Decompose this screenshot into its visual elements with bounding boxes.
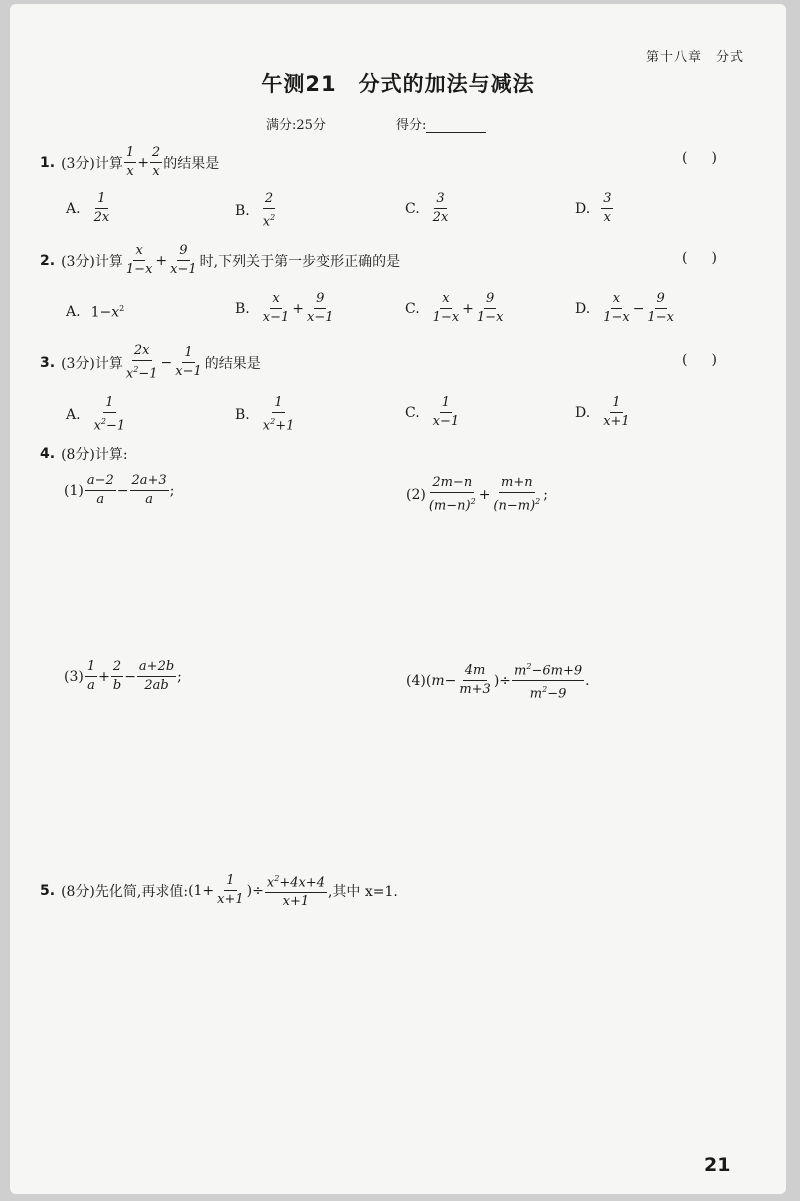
option-c[interactable]: C. $\frac{1}{x-1}$ (405, 395, 460, 429)
score-line (266, 114, 486, 133)
option-b[interactable]: B. $\frac{1}{x^2+1}$ (235, 395, 295, 434)
option-c[interactable]: C. $\frac{3}{2x}$ (405, 191, 449, 225)
subquestion-3: (3) $\frac{1}{a}$ + $\frac{2}{b}$ − $\frac{a+2b}{2ab}$ ; (64, 659, 182, 693)
option-d[interactable]: D. $\frac{1}{x+1}$ (575, 395, 630, 429)
option-label: B. (235, 202, 250, 219)
question-5: 5. (8分)先化简,再求值: (1+ $\frac{1}{x+1}$ )÷ $\frac{x^2+4x+4}{x+1}$ ,其中 x=1. (40, 870, 398, 911)
question-1: 1. (3分)计算 $\frac{1}{x}$ + $\frac{2}{x}$ 的结果是 (40, 145, 220, 179)
fraction: $\frac{2}{x}$ (151, 145, 161, 179)
option-label: D. (575, 404, 591, 421)
option-label: A. (66, 304, 81, 321)
score-label: 得分: (395, 118, 427, 133)
option-label: A. (66, 200, 81, 217)
question-text: ,其中 x=1. (327, 883, 398, 900)
answer-paren[interactable]: () (682, 352, 741, 368)
option-b[interactable]: B. $\frac{2}{x^2}$ (235, 191, 276, 230)
part-label: (2) (406, 486, 426, 503)
part-label: (3) (64, 668, 84, 685)
answer-paren[interactable]: () (682, 250, 741, 266)
question-number: 5. (40, 882, 56, 899)
question-number: 2. (40, 252, 56, 269)
option-label: A. (66, 406, 81, 423)
option-a[interactable]: A. $1-x^2$ (66, 304, 125, 321)
question-number: 1. (40, 154, 56, 171)
subquestion-1: (1) $\frac{a-2}{a}$ − $\frac{2a+3}{a}$ ; (64, 473, 175, 507)
question-3: 3. (3分)计算 $\frac{2x}{x^2-1}$ − $\frac{1}{x-1}$ 的结果是 (40, 343, 261, 382)
option-c[interactable]: C. $\frac{x}{1-x}$ + $\frac{9}{1-x}$ (405, 291, 504, 325)
score-blank[interactable] (426, 120, 486, 133)
option-label: B. (235, 300, 250, 317)
part-label: (4) (406, 672, 426, 689)
worksheet-page (10, 4, 786, 1194)
subquestion-2: (2) $\frac{2m-n}{(m-n)^2}$ + $\frac{m+n}{(n-m)^2}$ ; (406, 475, 548, 514)
page-number: 21 (704, 1154, 731, 1176)
question-text: 的结果是 (204, 355, 261, 372)
part-label: (1) (64, 482, 84, 499)
option-label: C. (405, 300, 420, 317)
option-d[interactable]: D. $\frac{3}{x}$ (575, 191, 612, 225)
page-title: 午测21 分式的加法与减法 (261, 72, 535, 96)
option-a[interactable]: A. $\frac{1}{x^2-1}$ (66, 395, 126, 434)
option-d[interactable]: D. $\frac{x}{1-x}$ − $\frac{9}{1-x}$ (575, 291, 674, 325)
option-b[interactable]: B. $\frac{x}{x-1}$ + $\frac{9}{x-1}$ (235, 291, 334, 325)
option-label: D. (575, 300, 591, 317)
option-label: D. (575, 200, 591, 217)
question-text: (8分)计算: (61, 447, 128, 463)
question-4 (40, 444, 128, 464)
question-text: (8分)先化简,再求值: (61, 883, 189, 900)
subquestion-4: (4) (m− $\frac{4m}{m+3}$ )÷ $\frac{m^2-6m+9}{m^2-9}$ . (406, 658, 590, 704)
question-text: (3分)计算 (61, 355, 123, 372)
chapter-header: 第十八章 分式 (646, 50, 745, 65)
question-text: 时,下列关于第一步变形正确的是 (199, 253, 401, 270)
question-2: 2. (3分)计算 $\frac{x}{1-x}$ + $\frac{9}{x-1}$ 时,下列关于第一步变形正确的是 (40, 243, 401, 277)
question-text: (3分)计算 (61, 155, 123, 172)
option-a[interactable]: A. $\frac{1}{2x}$ (66, 191, 110, 225)
option-label: C. (405, 200, 420, 217)
question-text: (3分)计算 (61, 253, 123, 270)
option-label: B. (235, 406, 250, 423)
question-number: 4. (40, 446, 56, 462)
question-number: 3. (40, 354, 56, 371)
option-label: C. (405, 404, 420, 421)
full-score: 满分:25分 (266, 118, 326, 133)
answer-paren[interactable]: () (682, 150, 741, 166)
question-text: 的结果是 (163, 155, 220, 172)
fraction: $\frac{1}{x}$ (125, 145, 135, 179)
